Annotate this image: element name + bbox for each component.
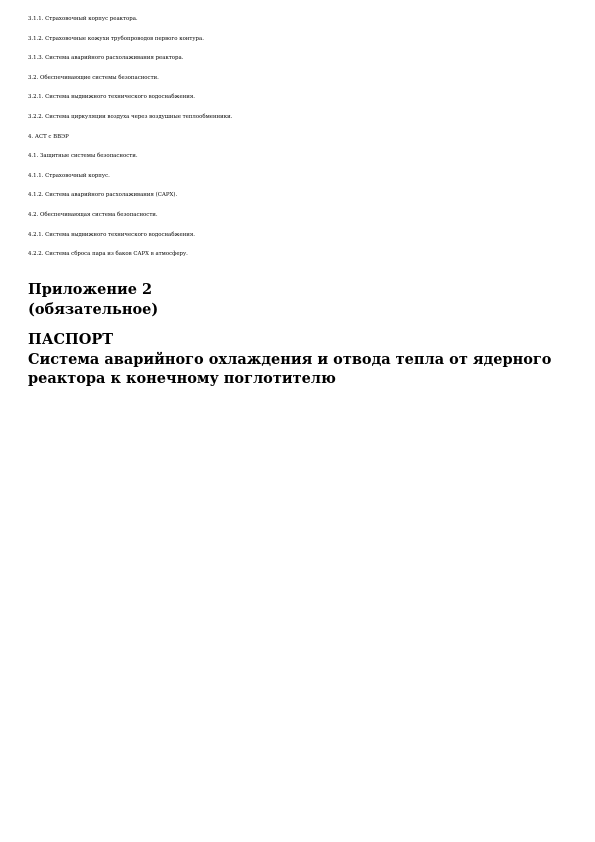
list-item: 4.1.1. Страховочный корпус.	[28, 172, 110, 179]
appendix-title: Приложение 2	[28, 281, 153, 298]
list-item: 4.2. Обеспечивающая система безопасности.	[28, 211, 158, 218]
list-item: 3.1.1. Страховочный корпус реактора.	[28, 16, 138, 22]
section-list	[28, 16, 568, 271]
list-item: 3.2.2. Система циркуляции воздуха через воздушные теплообменники.	[28, 113, 233, 120]
list-item: 3.1.3. Система аварийного расхолаживания реактора.	[28, 55, 184, 62]
passport-subtitle-line-2: реактора к конечному поглотителю	[28, 370, 336, 387]
passport-title: ПАСПОРТ	[28, 331, 114, 348]
list-item: 3.2. Обеспечивающие системы безопасности.	[28, 74, 159, 81]
list-item: 4.2.2. Система сброса пара из баков САРХ в атмосферу.	[28, 251, 188, 258]
passport-subtitle-line-1: Система аварийного охлаждения и отвода тепла от ядерного	[28, 350, 552, 368]
appendix-heading	[28, 280, 573, 319]
list-item: 4.1.2. Система аварийного расхолаживания (САРХ).	[28, 192, 178, 199]
list-item: 4. АСТ с ВВЭР	[28, 133, 69, 140]
list-item: 3.2.1. Система выдвижного технического водоснабжения.	[28, 94, 195, 101]
appendix-note: (обязательное)	[28, 300, 159, 318]
passport-heading	[28, 330, 573, 389]
list-item: 4.1. Защитные системы безопасности.	[28, 153, 138, 160]
list-item: 4.2.1. Система выдвижного технического водоснабжения.	[28, 231, 195, 238]
list-item: 3.1.2. Страховочные кожухи трубопроводов первого контура.	[28, 35, 204, 42]
